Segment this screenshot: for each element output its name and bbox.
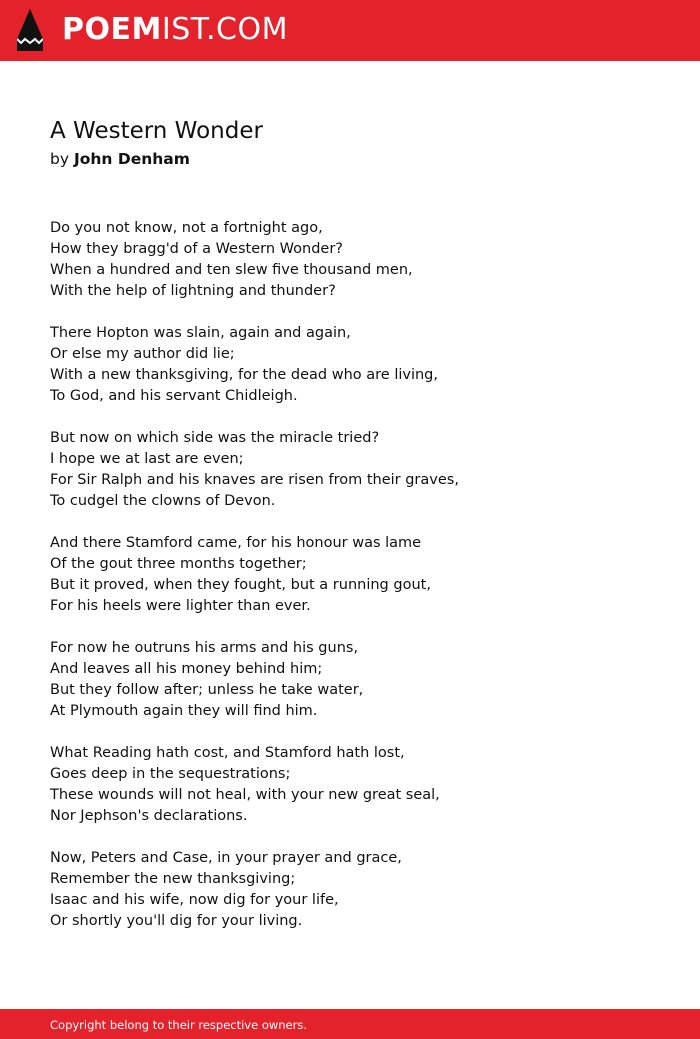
poem-byline [50, 148, 190, 170]
copyright-text: Copyright belong to their respective owners. [50, 1018, 308, 1032]
site-logo[interactable] [62, 12, 288, 48]
poem-line: For Sir Ralph and his knaves are risen from their graves, [50, 472, 459, 488]
poem-line: Goes deep in the sequestrations; [50, 766, 291, 782]
site-footer [0, 1009, 700, 1039]
poem-line: Or else my author did lie; [50, 346, 235, 362]
poem-line: When a hundred and ten slew five thousand men, [50, 262, 413, 278]
poem-line: Do you not know, not a fortnight ago, [50, 220, 323, 236]
poem-line: These wounds will not heal, with your new great seal, [50, 787, 440, 803]
stanza [50, 218, 650, 302]
poem-line: What Reading hath cost, and Stamford hath lost, [50, 745, 405, 761]
poem-line: Of the gout three months together; [50, 556, 307, 572]
stanza [50, 323, 650, 407]
poem-line: Or shortly you'll dig for your living. [50, 913, 303, 929]
logo-text-bold: POEM [62, 12, 162, 47]
byline-prefix: by [50, 150, 70, 168]
poem-line: To God, and his servant Chidleigh. [50, 388, 298, 404]
poem-line: But they follow after; unless he take water, [50, 682, 364, 698]
poem-line: Remember the new thanksgiving; [50, 871, 296, 887]
logo-text-light: IST.COM [161, 12, 288, 47]
poem-line: For his heels were lighter than ever. [50, 598, 311, 614]
poem-line: Now, Peters and Case, in your prayer and grace, [50, 850, 402, 866]
poem-line: How they bragg'd of a Western Wonder? [50, 241, 343, 257]
poem-body [50, 218, 650, 953]
poem-line: But now on which side was the miracle tried? [50, 430, 380, 446]
stanza [50, 533, 650, 617]
poem-line: And leaves all his money behind him; [50, 661, 323, 677]
poem-line: At Plymouth again they will find him. [50, 703, 318, 719]
poem-line: Nor Jephson's declarations. [50, 808, 248, 824]
stanza [50, 848, 650, 932]
poem-line: Isaac and his wife, now dig for your life, [50, 892, 339, 908]
poem-line: To cudgel the clowns of Devon. [50, 493, 276, 509]
poem-line: But it proved, when they fought, but a running gout, [50, 577, 431, 593]
site-header [0, 0, 700, 61]
poem-line: I hope we at last are even; [50, 451, 244, 467]
stanza [50, 638, 650, 722]
poem-line: With a new thanksgiving, for the dead who are living, [50, 367, 438, 383]
poem-line: And there Stamford came, for his honour was lame [50, 535, 422, 551]
pencil-icon[interactable] [17, 9, 43, 51]
stanza [50, 743, 650, 827]
poem-line: For now he outruns his arms and his guns, [50, 640, 359, 656]
poem-line: There Hopton was slain, again and again, [50, 325, 351, 341]
poem-title: A Western Wonder [50, 118, 263, 144]
poem-line: With the help of lightning and thunder? [50, 283, 336, 299]
poem-author: John Denham [73, 150, 190, 168]
stanza [50, 428, 650, 512]
